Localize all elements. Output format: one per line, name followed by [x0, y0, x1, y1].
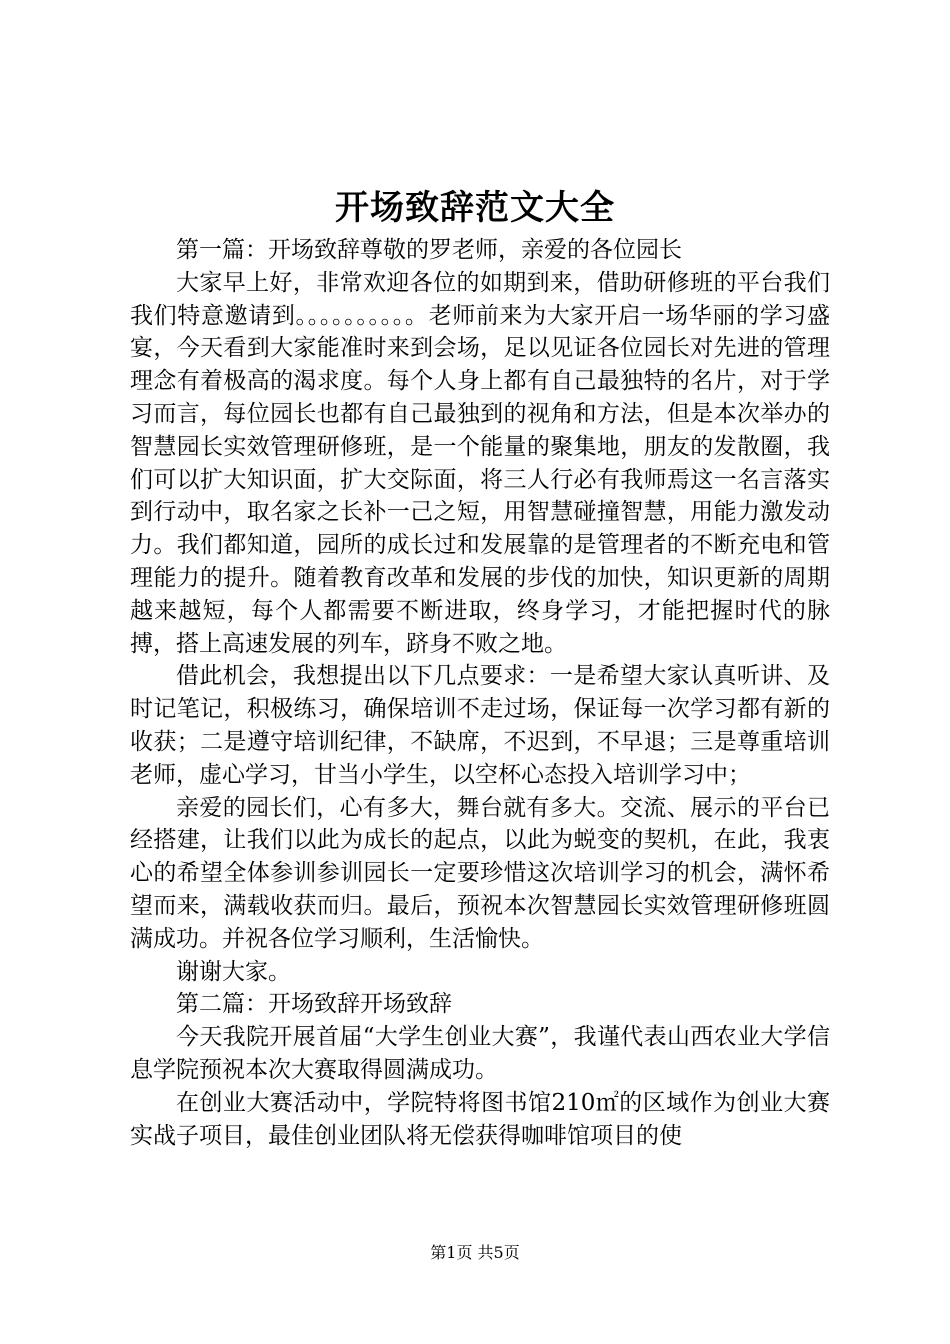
paragraph: 借此机会，我想提出以下几点要求：一是希望大家认真听讲、及时记笔记，积极练习，确保培训不走过场，保证每一次学习都有新的收获；二是遵守培训纪律，不缺席，不迟到，不早退；三是尊重培训老师，虚心学习，甘当小学生，以空杯心态投入培训学习中； — [130, 663, 830, 788]
paragraph: 谢谢大家。 — [176, 958, 291, 985]
paragraph: 亲爱的园长们，心有多大，舞台就有多大。交流、展示的平台已经搭建，让我们以此为成长的起点，以此为蜕变的契机，在此，我衷心的希望全体参训参训园长一定要珍惜这次培训学习的机会，满怀希望而来，满载收获而归。最后，预祝本次智慧园长实效管理研修班圆满成功。并祝各位学习顺利，生活愉快。 — [130, 794, 830, 952]
page-number-footer: 第1页 共5页 — [430, 1243, 520, 1262]
paragraph-heading-1: 第一篇：开场致辞尊敬的罗老师，亲爱的各位园长 — [176, 237, 682, 263]
paragraph: 今天我院开展首届“大学生创业大赛”，我谨代表山西农业大学信息学院预祝本次大赛取得圆满成功。 — [130, 1024, 830, 1083]
paragraph-heading-2: 第二篇：开场致辞开场致辞 — [176, 991, 452, 1018]
paragraph: 大家早上好，非常欢迎各位的如期到来，借助研修班的平台我们我们特意邀请到。。。。。。。。。。老师前来为大家开启一场华丽的学习盛宴，今天看到大家能准时来到会场，足以见证各位园长对先进的管理理念有着极高的渴求度。每个人身上都有自己最独特的名片，对于学习而言，每位园长也都有自己最独到的视角和方法，但是本次举办的智慧园长实效管理研修班，是一个能量的聚集地，朋友的发散圈，我们可以扩大知识面，扩大交际面，将三人行必有我师焉这一名言落实到行动中，取名家之长补一己之短，用智慧碰撞智慧，用能力激发动力。我们都知道，园所的成长过和发展靠的是管理者的不断充电和管理能力的提升。随着教育改革和发展的步伐的加快，知识更新的周期越来越短，每个人都需要不断进取，终身学习，才能把握时代的脉搏，搭上高速发展的列车，跻身不败之地。 — [130, 269, 830, 657]
paragraph: 在创业大赛活动中，学院特将图书馆210㎡的区域作为创业大赛实战子项目，最佳创业团队将无偿获得咖啡馆项目的使 — [130, 1089, 830, 1149]
document-title: 开场致辞范文大全 — [335, 188, 615, 228]
document-body — [130, 234, 830, 1152]
